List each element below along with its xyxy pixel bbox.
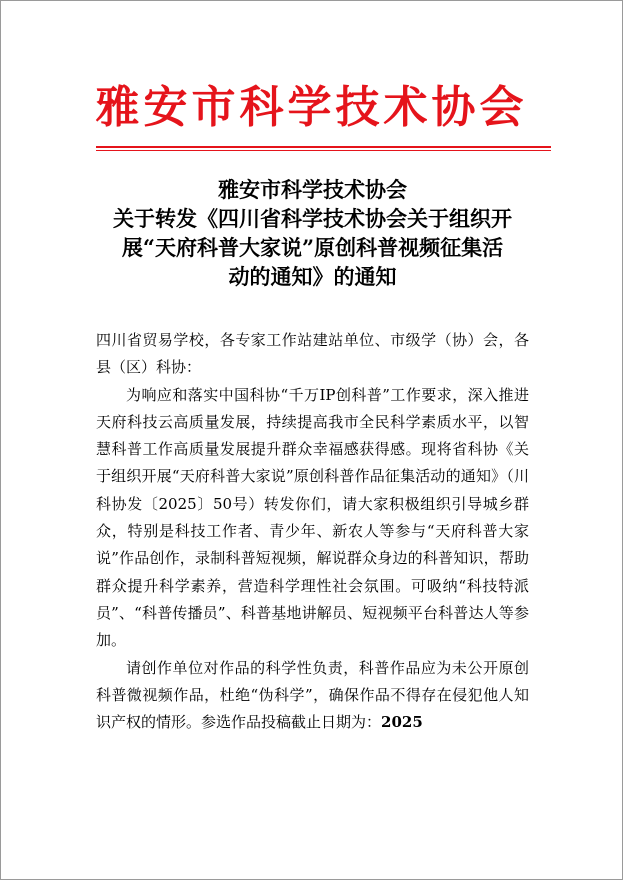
deadline-year: 2025	[381, 713, 423, 732]
paragraph-1: 为响应和落实中国科协“千万IP创科普”工作要求，深入推进天府科技云高质量发展，持续提高我市全民科学素质水平，以智慧科普工作高质量发展提升群众幸福感获得感。现将省科协《关于组织开展“天府科普大家说”原创科普作品征集活动的通知》（川科协发〔2025〕50号）转发你们，请大家积极组织引导城乡群众，特别是科技工作者、青少年、新农人等参与“天府科普大家说”作品创作，录制科普短视频，解说群众身边的科普知识，帮助群众提升科学素养，营造科学理性社会氛围。可吸纳“科技特派员”、“科普传播员”、科普基地讲解员、短视频平台科普达人等参加。	[96, 385, 529, 650]
title-line: 展“天府科普大家说”原创科普视频征集活	[121, 235, 504, 260]
title-line: 关于转发《四川省科学技术协会关于组织开	[113, 206, 512, 231]
org-letterhead: 雅安市科学技术协会	[95, 82, 528, 133]
title-line: 动的通知》的通知	[228, 264, 397, 289]
title-line: 雅安市科学技术协会	[218, 177, 407, 202]
paragraph-2-text: 请创作单位对作品的科学性负责，科普作品应为未公开原创科普微视频作品，杜绝“伪科学”，确保作品不得存在侵犯他人知识产权的情形。参选作品投稿截止日期为：	[96, 658, 529, 732]
document-body	[96, 327, 529, 736]
red-separator-thick	[96, 146, 551, 148]
document-title	[71, 175, 554, 291]
red-separator-thin	[96, 150, 551, 151]
paragraph-2	[96, 655, 529, 737]
salutation: 四川省贸易学校，各专家工作站建站单位、市级学（协）会，各县（区）科协：	[96, 331, 529, 377]
